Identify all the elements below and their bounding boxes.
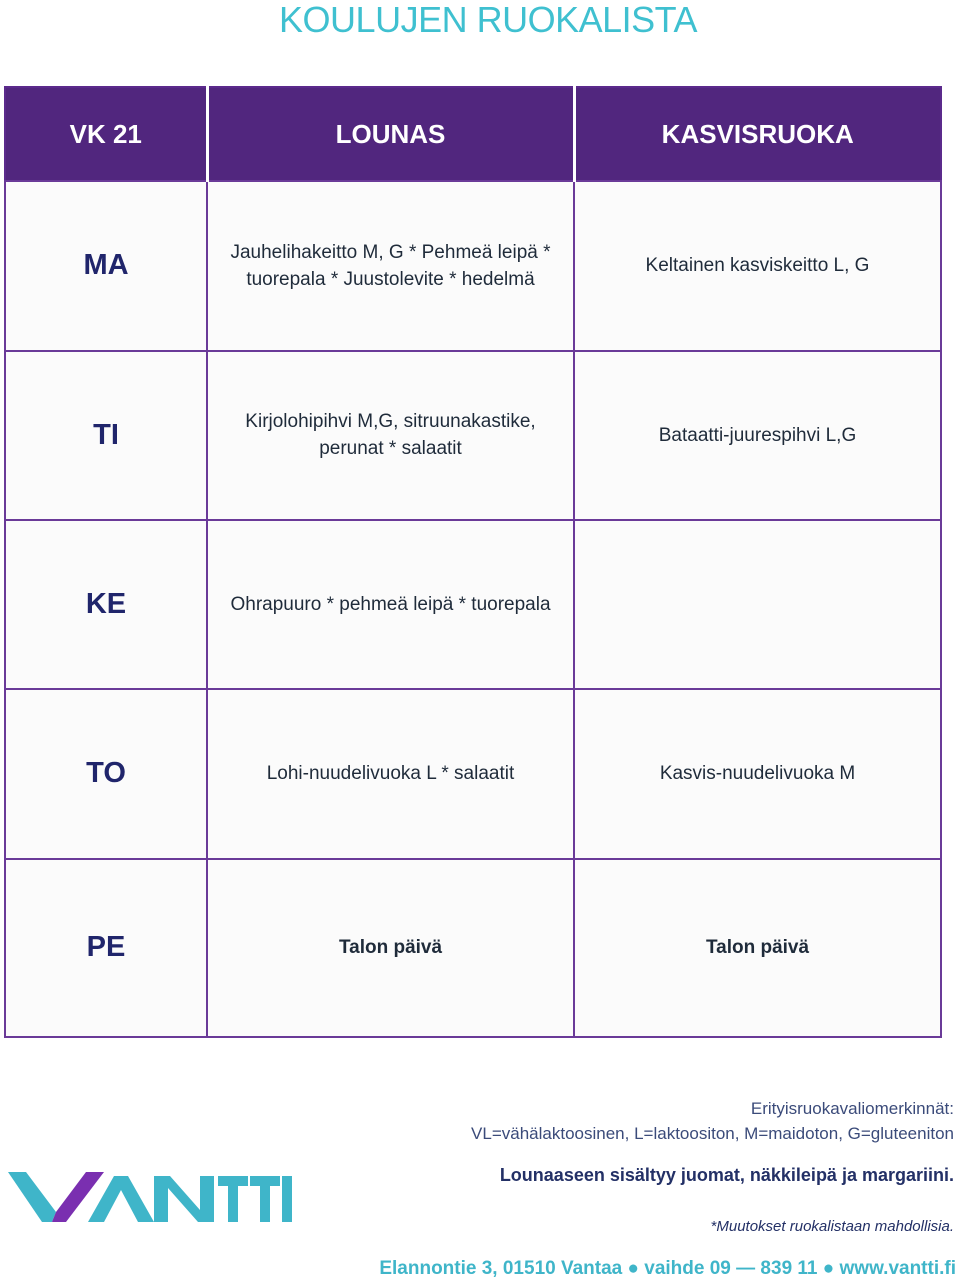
lunch-cell: Jauhelihakeitto M, G * Pehmeä leipä * tuorepala * Juustolevite * hedelmä (207, 181, 574, 350)
changes-note: *Muutokset ruokalistaan mahdollisia. (710, 1218, 954, 1235)
diet-legend-title: Erityisruokavaliomerkinnät: (750, 1099, 954, 1118)
table-header-row (5, 87, 941, 181)
vegetarian-cell: Keltainen kasviskeitto L, G (574, 181, 941, 350)
table-row (5, 351, 941, 520)
table-row (5, 181, 941, 350)
lunch-header: LOUNAS (207, 87, 574, 181)
vantti-logo-icon (4, 1160, 294, 1230)
lunch-cell: Lohi-nuudelivuoka L * salaatit (207, 689, 574, 858)
menu-table (4, 86, 942, 1038)
table-row (5, 520, 941, 689)
day-label: TI (5, 351, 207, 520)
page-title: KOULUJEN RUOKALISTA (279, 0, 697, 40)
week-header: VK 21 (5, 87, 207, 181)
diet-legend: VL=vähälaktoosinen, L=laktoositon, M=maidoton, G=gluteeniton (471, 1124, 954, 1143)
footer-address: Elannontie 3, 01510 Vantaa ● vaihde 09 — 839 11 ● www.vantti.fi (379, 1258, 956, 1279)
vegetarian-cell: Kasvis-nuudelivuoka M (574, 689, 941, 858)
table-row (5, 689, 941, 858)
vegetarian-header: KASVISRUOKA (574, 87, 941, 181)
day-label: PE (5, 859, 207, 1037)
lunch-cell: Talon päivä (207, 859, 574, 1037)
lunch-cell: Kirjolohipihvi M,G, sitruunakastike, perunat * salaatit (207, 351, 574, 520)
vegetarian-cell: Bataatti-juurespihvi L,G (574, 351, 941, 520)
included-items-note: Lounaaseen sisältyy juomat, näkkileipä ja margariini. (499, 1165, 954, 1185)
vegetarian-cell (574, 520, 941, 689)
lunch-cell: Ohrapuuro * pehmeä leipä * tuorepala (207, 520, 574, 689)
day-label: TO (5, 689, 207, 858)
vegetarian-cell: Talon päivä (574, 859, 941, 1037)
table-row (5, 859, 941, 1037)
day-label: MA (5, 181, 207, 350)
day-label: KE (5, 520, 207, 689)
